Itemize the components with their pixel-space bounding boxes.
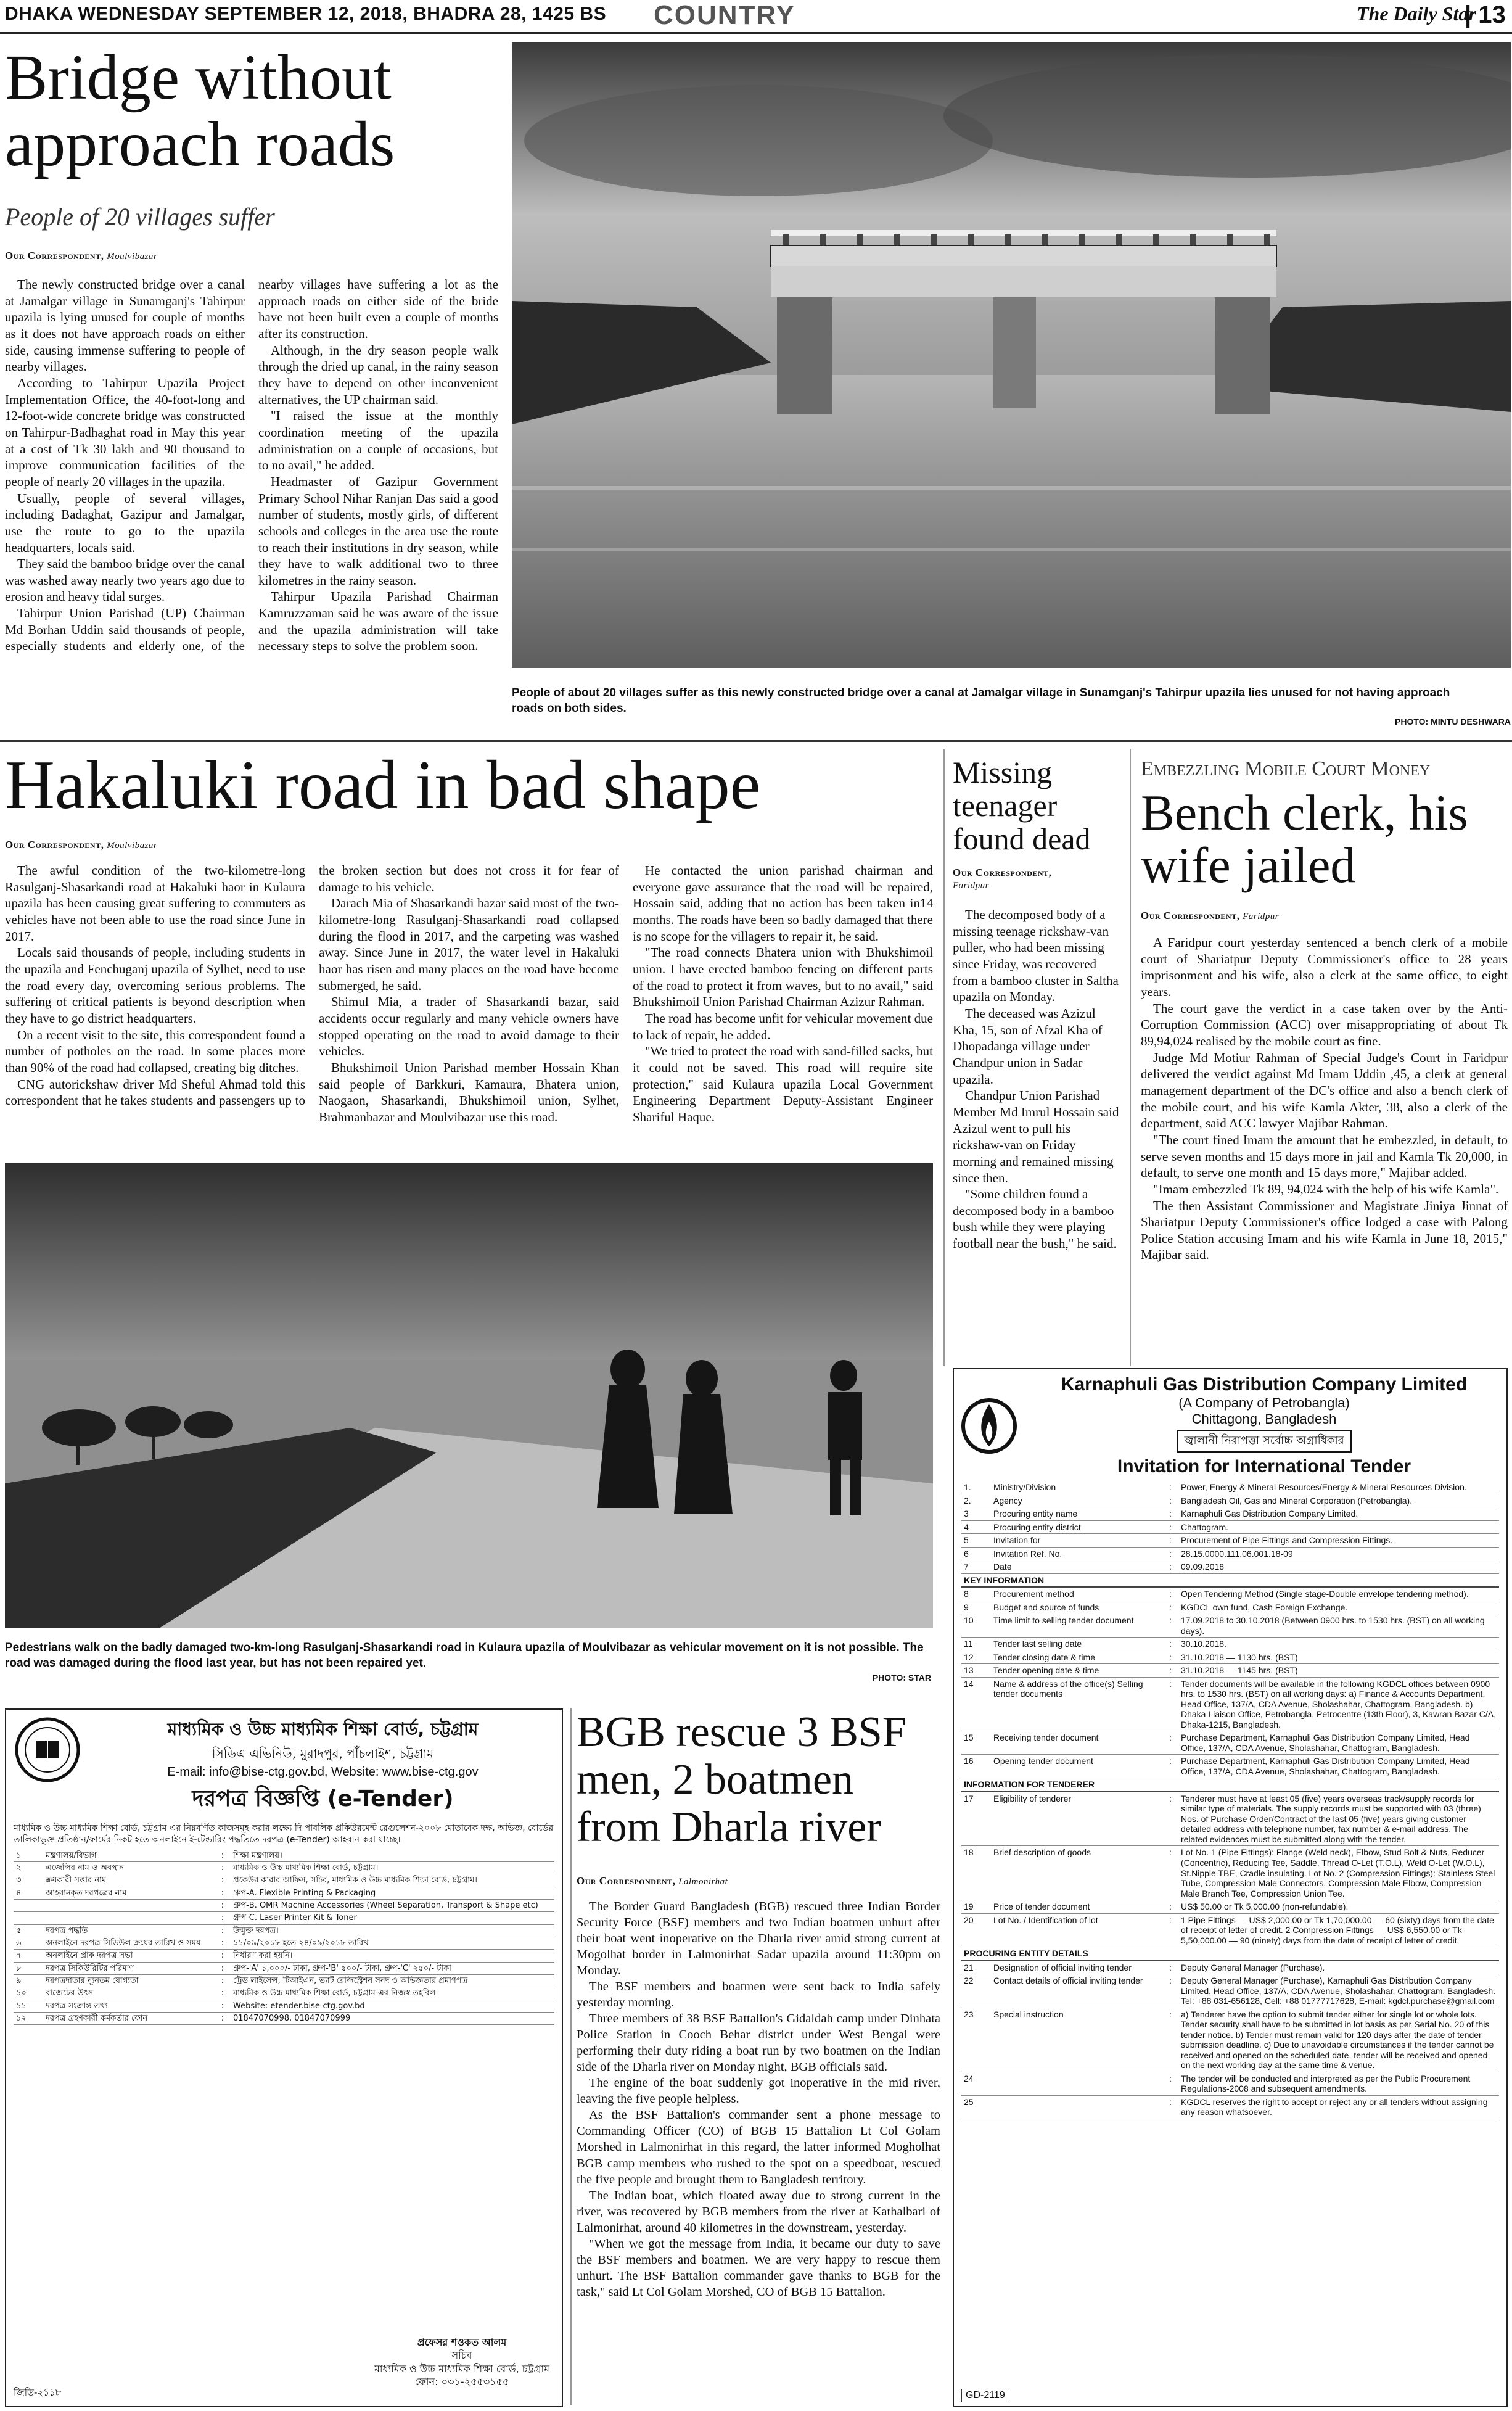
table-cell-n: 9 <box>961 1601 991 1614</box>
table-cell-k: বাজেটের উৎস <box>43 1987 215 2000</box>
table-separator: : <box>215 1900 231 1912</box>
story4-body <box>1141 934 1508 1354</box>
table-row <box>14 1912 554 1924</box>
table-cell-v: Deputy General Manager (Purchase). <box>1178 1961 1499 1974</box>
table-cell-v: Procurement of Pipe Fittings and Compression Fittings. <box>1178 1534 1499 1548</box>
table-cell-v: Tender documents will be available in the following KGDCL offices between 0900 hrs. to 1530 hrs. (BST) on all working days: a) Finance & Accounts Department, Head Office, 137/A, CDA Avenue, Sholashahar, Chattogram, Bangladesh. b) Dhaka Liaison Office, Petrobangla, Petrocentre (13th Floor), 3, Kawran Bazar C/A, Dhaka-1215, Bangladesh. <box>1178 1677 1499 1731</box>
table-cell-n: 10 <box>961 1614 991 1638</box>
table-cell-k <box>43 1900 215 1912</box>
table-separator: : <box>1162 1547 1178 1560</box>
column-rule <box>570 1708 572 2405</box>
table-cell-v: ট্রেড লাইসেন্স, টিআইএন, ভ্যাট রেজিস্ট্রেশন সনদ ও অভিজ্ঞতার প্রমাণপত্র <box>231 1975 554 1987</box>
table-separator: : <box>215 1987 231 2000</box>
table-cell-v: KGDCL reserves the right to accept or reject any or all tenders without assigning any reason whatsoever. <box>1178 2095 1499 2119</box>
table-cell-n: 18 <box>961 1846 991 1900</box>
table-cell-n: 2. <box>961 1494 991 1507</box>
table-cell-k: Invitation Ref. No. <box>991 1547 1162 1560</box>
table-cell-n: ৯ <box>14 1975 43 1987</box>
story3-byline: Our Correspondent, Faridpur <box>953 867 1052 891</box>
table-row <box>961 1664 1499 1678</box>
bise-signatory: প্রফেসর শওকত আলম <box>417 2336 507 2348</box>
kgdcl-company-name: Karnaphuli Gas Distribution Company Limited <box>1061 1374 1468 1395</box>
table-cell-v: Deputy General Manager (Purchase), Karnaphuli Gas Distribution Company Limited, Head Office, 137/A, CDA Avenue, Sholashahar, Chattogram, Bangladesh. Tel: +88 031-656128, Cell: +88 01777717628, E-mail: kgdcl.purchase@gmail.com <box>1178 1974 1499 2008</box>
article-paragraph: The deceased was Azizul Kha, 15, son of Afzal Kha of Dhopadanga village under Chandpur union in Sadar upazila. <box>953 1005 1103 1087</box>
table-cell-k: Eligibility of tenderer <box>991 1792 1162 1846</box>
table-row <box>961 1587 1499 1601</box>
table-row <box>961 1520 1499 1534</box>
story2-caption: Pedestrians walk on the badly damaged two-km-long Rasulganj-Shasarkandi road in Kulaura upazila of Moulvibazar as vehicular movement on it is not possible. The road was damaged during the flood last year, but has not been repaired yet. <box>5 1641 924 1670</box>
story3-body <box>953 907 1119 1351</box>
table-separator: : <box>215 1887 231 1899</box>
table-cell-v: গ্রুপ-'A' ১,০০০/- টাকা, গ্রুপ-'B' ৫০০/- টাকা, গ্রুপ-'C' ২৫০/- টাকা <box>231 1962 554 1974</box>
table-row <box>961 2072 1499 2095</box>
table-cell-k <box>991 2095 1162 2119</box>
table-cell-n: ৮ <box>14 1962 43 1974</box>
table-cell-v: Open Tendering Method (Single stage-Double envelope tendering method). <box>1178 1587 1499 1601</box>
table-separator: : <box>1162 1677 1178 1731</box>
table-cell-n: 6 <box>961 1547 991 1560</box>
table-cell-n: ২ <box>14 1862 43 1874</box>
table-cell-n: ৪ <box>14 1887 43 1899</box>
story4-headline: Bench clerk, his wife jailed <box>1141 785 1468 894</box>
table-cell-k: দরপত্র পদ্ধতি <box>43 1924 215 1937</box>
article-paragraph: "The court fined Imam the amount that he embezzled, in default, to serve seven months and 15 days more in jail and Kamla Tk 20,000, in default, to serve one month and 15 days more," Majibar added. <box>1141 1132 1508 1181</box>
flame-logo-icon <box>961 1392 1017 1460</box>
kgdcl-tender-ad <box>953 1368 1508 2407</box>
kgdcl-tender-table <box>961 1481 1499 2119</box>
table-cell-n: 3 <box>961 1507 991 1521</box>
table-row <box>961 1638 1499 1651</box>
table-cell-v: Lot No. 1 (Pipe Fittings): Flange (Weld neck), Elbow, Stud Bolt & Nuts, Reducer (Concentric), Reducing Tee, Saddle, Thread O-Let (T.O.L), Weld O-Let (W.O.L), St.Nipple TBE, Cradle insulating. Lot No. 2 (Compression Fittings): Stainless Steel Tube, Compression Male Connectors, Compression Male Elbow, Compression Male Branch Tee, Compression Union Tee. <box>1178 1846 1499 1900</box>
bise-ad-code: জিডি-২১১৮ <box>14 2387 62 2398</box>
table-cell-v: গ্রুপ-A. Flexible Printing & Packaging <box>231 1887 554 1899</box>
bise-address: সিডিএ এভিনিউ, মুরাদপুর, পাঁচলাইশ, চট্টগ্রাম <box>212 1746 434 1761</box>
article-paragraph: As the BSF Battalion's commander sent a phone message to Commanding Officer (CO) of BGB 15 Battalion Lt Col Golam Morshed in Lalmonirhat in this regard, the latter informed Mogholhat BGB camp members who rushed to the spot on a speedboat, rescued the five people and brought them to Bangladesh territory. <box>577 2108 940 2186</box>
bise-signature-block <box>374 2336 549 2389</box>
table-cell-k: আহবানকৃত দরপত্রের নাম <box>43 1887 215 1899</box>
table-row <box>961 1778 1499 1792</box>
article-paragraph: The newly constructed bridge over a canal at Jamalgar village in Sunamganj's Tahirpur upazila is lying unused for couple of months as it does not have approach roads on either side, causing immense suffering to people of nearby villages. <box>5 277 245 374</box>
article-paragraph: Judge Md Motiur Rahman of Special Judge's Court in Faridpur delivered the verdict against Md Imam Uddin ,45, a clerk at general management department of the DC's office and also a bench clerk of the mobile court, and his wife Kamla Akter, 38, also a clerk of the department, said ACC lawyer Majibar Rahman. <box>1141 1050 1508 1131</box>
table-cell-k: Procurement method <box>991 1587 1162 1601</box>
table-row <box>961 1651 1499 1664</box>
article-paragraph: The BSF members and boatmen were sent back to India safely yesterday morning. <box>577 1980 940 2010</box>
table-cell-k: Agency <box>991 1494 1162 1507</box>
table-separator: : <box>1162 1974 1178 2008</box>
table-row <box>961 1792 1499 1846</box>
table-cell-k: অনলাইনে প্রাক দরপত্র সভা <box>43 1950 215 1962</box>
table-cell-v: The tender will be conducted and interpreted as per the Public Procurement Regulations-2008 and subsequent amendments. <box>1178 2072 1499 2095</box>
table-cell-n: ১ <box>14 1850 43 1862</box>
table-separator: : <box>1162 1481 1178 1494</box>
kgdcl-city: Chittagong, Bangladesh <box>1191 1411 1337 1427</box>
table-row <box>14 1900 554 1912</box>
masthead-rule <box>0 32 1512 34</box>
article-paragraph: "Imam embezzled Tk 89, 94,024 with the help of his wife Kamla". <box>1153 1181 1499 1197</box>
table-separator: : <box>1162 1792 1178 1846</box>
table-cell-n: ১০ <box>14 1987 43 2000</box>
kgdcl-title: Invitation for International Tender <box>1117 1456 1411 1477</box>
table-cell-v: KGDCL own fund, Cash Foreign Exchange. <box>1178 1601 1499 1614</box>
road-photo-illustration <box>5 1163 933 1628</box>
table-cell-n: 7 <box>961 1560 991 1574</box>
article-paragraph: The road has become unfit for vehicular movement due to lack of repair, he added. <box>633 1010 933 1042</box>
table-row <box>961 1755 1499 1778</box>
table-row <box>961 1846 1499 1900</box>
table-cell-k: Tender closing date & time <box>991 1651 1162 1664</box>
table-cell-v: Power, Energy & Mineral Resources/Energy & Mineral Resources Division. <box>1178 1481 1499 1494</box>
story5-byline: Our Correspondent, Lalmonirhat <box>577 1875 728 1887</box>
table-row <box>14 1950 554 1962</box>
table-row <box>961 1677 1499 1731</box>
bise-title: দরপত্র বিজ্ঞপ্তি (e-Tender) <box>192 1786 454 1811</box>
table-cell-n: 17 <box>961 1792 991 1846</box>
table-cell-n: 15 <box>961 1731 991 1755</box>
story2-headline: Hakaluki road in bad shape <box>5 747 761 823</box>
article-paragraph: Darach Mia of Shasarkandi bazar said most of the two-kilometre-long Rasulganj-Shasarkandi road collapsed during the flood in 2017, and the carpeting was washed away. Since June in 2017, the water level in Hakaluki haor has risen and many places on the road have become submerged, he said. <box>319 896 619 993</box>
table-separator: : <box>1162 1520 1178 1534</box>
article-paragraph: The Indian boat, which floated away due to strong current in the river, was recovered by BGB members from the river at Kathalbari of Lalmonirhat, around 40 kilometres in the downstream, yesterday. <box>577 2188 940 2235</box>
story1-caption: People of about 20 villages suffer as this newly constructed bridge over a canal at Jamalgar village in Sunamganj's Tahirpur upazila lies unused for not having approach roads on both sides. <box>512 686 1450 715</box>
table-cell-k: Price of tender document <box>991 1900 1162 1914</box>
table-separator: : <box>1162 1560 1178 1574</box>
bise-signatory-org: মাধ্যমিক ও উচ্চ মাধ্যমিক শিক্ষা বোর্ড, চট্টগ্রাম <box>374 2362 549 2375</box>
table-separator: : <box>1162 1755 1178 1778</box>
table-separator: : <box>1162 1731 1178 1755</box>
table-cell-k: Name & address of the office(s) Selling tender documents <box>991 1677 1162 1731</box>
article-paragraph: "I raised the issue at the monthly coordination meeting of the upazila administration on a couple of occasions, but to no avail," he added. <box>258 408 498 473</box>
table-separator: : <box>1162 1900 1178 1914</box>
bise-etender-ad <box>5 1708 563 2407</box>
table-cell-n: ৭ <box>14 1950 43 1962</box>
table-row <box>14 1987 554 2000</box>
bise-intro: মাধ্যমিক ও উচ্চ মাধ্যমিক শিক্ষা বোর্ড, চট্টগ্রাম এর নিম্নবর্ণিত কাজসমূহ করার লক্ষ্যে দি পাবলিক প্রকিউরমেন্ট রেগুলেশন-২০০৮ মোতাবেক দক্ষ, অভিজ্ঞ, বোর্ডের তালিকাভুক্ত প্রতিষ্ঠান/ফার্মের নিকট হতে অনলাইনে ই-টেন্ডারিং পদ্ধতিতে দরপত্র (e-Tender) আহবান করা যাচ্ছে। <box>14 1823 554 1845</box>
table-cell-k: Tender last selling date <box>991 1638 1162 1651</box>
column-rule <box>943 749 945 1366</box>
dateline: DHAKA WEDNESDAY SEPTEMBER 12, 2018, BHADRA 28, 1425 BS <box>5 4 607 24</box>
table-cell-n: 13 <box>961 1664 991 1678</box>
article-paragraph: Tahirpur Union Parishad (UP) Chairman Md Borhan Uddin said thousands of people, especially students and elderly one, of the nearby villages have suffering a lot as the approach roads on either side of the bride have not been built even a couple of months after its construction. <box>5 277 498 654</box>
article-paragraph: He contacted the union parishad chairman and everyone gave assurance that the road will be repaired, Hossain said, adding that no action has been taken in14 months. The roads have been so badly damaged that there is no scope for the villagers to repair it, he said. <box>633 863 933 944</box>
table-cell-v: 17.09.2018 to 30.10.2018 (Between 0900 hrs. to 1530 hrs. (BST) on all working days). <box>1178 1614 1499 1638</box>
table-cell-v: প্রকেউর কারার আফিস, সচিব, মাধ্যমিক ও উচ্চ মাধ্যমিক শিক্ষা বোর্ড, চট্টগ্রাম। <box>231 1874 554 1887</box>
table-cell-v: Tenderer must have at least 05 (five) years overseas track/supply records for similar type of materials. The supply records must be supported with 03 (three) Nos. of Purchase Order/Contract of the last 05 (five) years giving customer detailed address with telephone number, fax number & e-mail address. The related evidences must be submitted along with the tender. <box>1178 1792 1499 1846</box>
story2-photo <box>5 1163 933 1628</box>
table-cell-k: Invitation for <box>991 1534 1162 1548</box>
table-cell-n: 24 <box>961 2072 991 2095</box>
article-paragraph: "We tried to protect the road with sand-filled sacks, but it could not be saved. This road will require site protection," said Kulaura upazila Local Government Engineering Department Deputy-Assistant Engineer Shariful Haque. <box>633 1044 933 1124</box>
table-separator: : <box>1162 1961 1178 1974</box>
table-cell-v: Purchase Department, Karnaphuli Gas Distribution Company Limited, Head Office, 137/A, CDA Avenue, Sholashahar, Chattogram, Bangladesh. <box>1178 1755 1499 1778</box>
table-cell-v: Karnaphuli Gas Distribution Company Limited. <box>1178 1507 1499 1521</box>
table-separator: : <box>215 1924 231 1937</box>
story2-body <box>5 862 933 1152</box>
table-cell-k: Budget and source of funds <box>991 1601 1162 1614</box>
table-cell-n: 20 <box>961 1913 991 1947</box>
table-row <box>961 2095 1499 2119</box>
table-cell-v: মাধ্যমিক ও উচ্চ মাধ্যমিক শিক্ষা বোর্ড, চট্টগ্রাম এর নিজস্ব তহবিল <box>231 1987 554 2000</box>
table-row <box>961 1974 1499 2008</box>
story1-photo-credit: PHOTO: MINTU DESHWARA <box>1395 717 1511 727</box>
table-separator: : <box>1162 1846 1178 1900</box>
table-separator: : <box>1162 1651 1178 1664</box>
table-cell-k: Receiving tender document <box>991 1731 1162 1755</box>
newspaper-logo: The Daily Star <box>1357 2 1476 25</box>
table-separator: : <box>215 1862 231 1874</box>
table-cell-k: Time limit to selling tender document <box>991 1614 1162 1638</box>
table-separator: : <box>1162 1587 1178 1601</box>
table-cell-n: ১১ <box>14 2000 43 2012</box>
table-cell-k <box>991 2072 1162 2095</box>
table-row <box>961 1947 1499 1961</box>
story2-byline: Our Correspondent, Moulvibazar <box>5 839 158 851</box>
table-cell-k: Brief description of goods <box>991 1846 1162 1900</box>
table-row <box>961 1494 1499 1507</box>
article-paragraph: Headmaster of Gazipur Government Primary School Nihar Ranjan Das said a good number of students, mostly girls, of different schools and colleges in the area use the route to reach their institutions in dry season, while they have to walk additional two to three kilometres in the rainy season. <box>258 474 498 588</box>
page-number: | 13 <box>1465 1 1506 28</box>
kgdcl-slogan: জ্বালানী নিরাপত্তা সর্বোচ্চ অগ্রাধিকার <box>1177 1430 1351 1453</box>
table-separator: : <box>215 1937 231 1950</box>
table-cell-k: Date <box>991 1560 1162 1574</box>
article-paragraph: Chandpur Union Parishad Member Md Imrul Hossain said Azizul went to pull his rickshaw-van on Friday morning and remained missing since then. <box>953 1088 1119 1185</box>
table-row <box>14 1850 554 1862</box>
table-cell-k: Opening tender document <box>991 1755 1162 1778</box>
table-cell-n: 14 <box>961 1677 991 1731</box>
table-row <box>961 1731 1499 1755</box>
table-cell-v: গ্রুপ-C. Laser Printer Kit & Toner <box>231 1912 554 1924</box>
table-cell-k: মন্ত্রণালয়/বিভাগ <box>43 1850 215 1862</box>
bise-tender-table <box>14 1850 554 2026</box>
table-cell-n: 4 <box>961 1520 991 1534</box>
article-paragraph: The then Assistant Commissioner and Magistrate Jiniya Jinnat of Shariatpur Deputy Commissioner's office lodged a case with Palong Police Station accusing Imam and his wife Kamla in June 18, 2015," Majibar said. <box>1141 1198 1508 1263</box>
table-row <box>14 1874 554 1887</box>
article-paragraph: Tahirpur Upazila Parishad Chairman Kamruzzaman said he was aware of the issue and the upazila administration will take necessary steps to solve the problem soon. <box>258 589 498 654</box>
table-cell-n: 1. <box>961 1481 991 1494</box>
story4-byline: Our Correspondent, Faridpur <box>1141 910 1280 921</box>
table-separator: : <box>1162 1664 1178 1678</box>
bise-contact: E-mail: info@bise-ctg.gov.bd, Website: www.bise-ctg.gov <box>167 1765 479 1779</box>
story1-body <box>5 276 498 733</box>
table-row <box>961 1573 1499 1587</box>
table-cell-v: 09.09.2018 <box>1178 1560 1499 1574</box>
table-cell-n: ১২ <box>14 2013 43 2025</box>
table-row <box>14 1924 554 1937</box>
table-section-heading: KEY INFORMATION <box>961 1573 1499 1587</box>
story3-headline: Missing teenager found dead <box>953 755 1091 856</box>
article-paragraph: Usually, people of several villages, including Badaghat, Gazipur and Jamalgar, use the route to go to the upazila headquarters, locals said. <box>5 490 245 555</box>
article-paragraph: The court gave the verdict in a case taken over by the Anti-Corruption Commission (ACC) over misappropriating of about Tk 89,94,024 realised by the mobile court as fine. <box>1141 1000 1508 1049</box>
masthead <box>0 0 1512 36</box>
table-separator: : <box>1162 1638 1178 1651</box>
table-cell-n: 19 <box>961 1900 991 1914</box>
table-cell-k: Ministry/Division <box>991 1481 1162 1494</box>
table-row <box>14 1887 554 1899</box>
table-row <box>961 1534 1499 1548</box>
table-cell-n: 8 <box>961 1587 991 1601</box>
table-cell-v: মাধ্যমিক ও উচ্চ মাধ্যমিক শিক্ষা বোর্ড, চট্টগ্রাম। <box>231 1862 554 1874</box>
table-cell-v: Bangladesh Oil, Gas and Mineral Corporation (Petrobangla). <box>1178 1494 1499 1507</box>
table-cell-k: Procuring entity district <box>991 1520 1162 1534</box>
table-row <box>961 1913 1499 1947</box>
table-cell-k: ক্রয়কারী সত্তার নাম <box>43 1874 215 1887</box>
table-cell-k: দরপত্র গ্রহণকারী কর্মকর্তার ফোন <box>43 2013 215 2025</box>
table-row <box>14 1862 554 1874</box>
table-cell-n: 16 <box>961 1755 991 1778</box>
table-row <box>14 1937 554 1950</box>
table-section-heading: INFORMATION FOR TENDERER <box>961 1778 1499 1792</box>
table-separator: : <box>1162 2095 1178 2119</box>
article-paragraph: Locals said thousands of people, including students in the upazila and Fenchuganj upazila of Sylhet, need to use the road every day, overcoming serious problems. The suffering of critical patients is beyond description when they have to go district headquarters. <box>5 945 305 1026</box>
kgdcl-subtitle: (A Company of Petrobangla) <box>1178 1395 1350 1411</box>
story1-kicker: People of 20 villages suffer <box>5 203 275 231</box>
table-row <box>961 1601 1499 1614</box>
article-paragraph: On a recent visit to the site, this correspondent found a number of potholes on the road. In some places more than 90% of the road had collapsed, creating big ditches. <box>5 1027 305 1075</box>
table-cell-k: Contact details of official inviting tender <box>991 1974 1162 2008</box>
table-separator: : <box>215 2013 231 2025</box>
table-separator: : <box>215 1874 231 1887</box>
bise-phone: ফোন: ০৩১-২৫৫৩১৫৫ <box>414 2376 509 2388</box>
table-cell-n <box>14 1912 43 1924</box>
table-separator: : <box>1162 2008 1178 2072</box>
table-cell-n: 23 <box>961 2008 991 2072</box>
table-cell-v: a) Tenderer have the option to submit tender either for single lot or whole lots. Tender security shall have to be submitted in lot basis as per Serial No. 20 of this tender notice. b) Tender must remain valid for 120 days after the date of tender submission deadline. c) Due to unavoidable circumstances if the tender cannot be received and opened on the scheduled date, tender will be received and opened on the next working day at the same time & venue. <box>1178 2008 1499 2072</box>
table-cell-k: Tender opening date & time <box>991 1664 1162 1678</box>
table-separator: : <box>1162 1614 1178 1638</box>
table-row <box>961 1961 1499 1974</box>
article-paragraph: Three members of 38 BSF Battalion's Gidaldah camp under Dinhata Police Station in Cooch Behar district under West Bengal were performing their duty riding a boat run by two boatmen on the Indian side of the Dharla river on Monday night, BGB officials said. <box>577 2012 940 2074</box>
table-separator: : <box>1162 1601 1178 1614</box>
table-separator: : <box>1162 1913 1178 1947</box>
story1-headline: Bridge without approach roads <box>5 42 395 180</box>
table-row <box>961 1507 1499 1521</box>
kgdcl-ad-header <box>961 1374 1499 1477</box>
table-cell-v: 31.10.2018 — 1130 hrs. (BST) <box>1178 1651 1499 1664</box>
table-cell-k: অনলাইনে দরপত্র সিডিউল ক্রয়ের তারিখ ও সময় <box>43 1937 215 1950</box>
article-paragraph: The Border Guard Bangladesh (BGB) rescued three Indian Border Security Force (BSF) members and two Indian boatmen unhurt after their boat went inoperative on the Dharla river amid strong current at Mogolhat border in Lalmonirhat Sadar upazila around 11:30pm on Monday. <box>577 1900 940 1978</box>
table-cell-v: শিক্ষা মন্ত্রণালয়। <box>231 1850 554 1862</box>
table-cell-n: 11 <box>961 1638 991 1651</box>
table-cell-k <box>43 1912 215 1924</box>
table-separator: : <box>1162 1507 1178 1521</box>
table-cell-v: ১১/০৯/২০১৮ হতে ২৪/০৯/২০১৮ তারিখ <box>231 1937 554 1950</box>
article-paragraph: The decomposed body of a missing teenage rickshaw-van puller, who had been missing since Friday, was recovered from a bamboo cluster in Saltha upazila on Monday. <box>953 907 1119 1005</box>
story4-kicker: Embezzling Mobile Court Money <box>1141 757 1431 780</box>
table-cell-n: 22 <box>961 1974 991 2008</box>
table-cell-k: এজেন্সির নাম ও অবস্থান <box>43 1862 215 1874</box>
table-cell-k: দরপত্র সংক্রান্ত তথ্য <box>43 2000 215 2012</box>
table-cell-v: Chattogram. <box>1178 1520 1499 1534</box>
table-row <box>961 1481 1499 1494</box>
table-cell-v: 28.15.0000.111.06.001.18-09 <box>1178 1547 1499 1560</box>
table-row <box>14 1962 554 1974</box>
table-row <box>961 1614 1499 1638</box>
table-separator: : <box>1162 1534 1178 1548</box>
article-paragraph: A Faridpur court yesterday sentenced a bench clerk of a mobile court of Shariatpur Deputy Commissioner's office to 28 years imprisonment and his wife, also a clerk at the same office, to eight years. <box>1141 935 1508 999</box>
table-cell-v: 01847070998, 01847070999 <box>231 2013 554 2025</box>
table-cell-k: Lot No. / Identification of lot <box>991 1913 1162 1947</box>
bridge-photo-illustration <box>512 42 1511 668</box>
article-paragraph: "When we got the message from India, it became our duty to save the BSF members and boatmen. We are very happy to rescue them unhurt. The BSF Battalion commander gave thanks to BGB for the task," said Lt Col Golam Morshed, CO of BGB 15 Battalion. <box>577 2236 940 2299</box>
table-cell-v: নির্ধারণ করা হয়নি। <box>231 1950 554 1962</box>
table-cell-k: দরপত্র সিকিউরিটির পরিমাণ <box>43 1962 215 1974</box>
article-paragraph: "Some children found a decomposed body in a bamboo bush while they were playing football near the bush," he said. <box>953 1187 1117 1251</box>
article-paragraph: "The road connects Bhatera union with Bhukshimoil union. I have erected bamboo fencing on different parts of the road to protect it from waves, but to no avail," said Bhukshimoil Union Parishad Chairman Azizur Rahman. <box>633 945 933 1010</box>
section-name: COUNTRY <box>654 0 795 30</box>
table-cell-v: Website: etender.bise-ctg.gov.bd <box>231 2000 554 2012</box>
bise-org-name: মাধ্যমিক ও উচ্চ মাধ্যমিক শিক্ষা বোর্ড, চট্টগ্রাম <box>167 1719 479 1739</box>
table-row <box>14 2013 554 2025</box>
table-row <box>961 1900 1499 1914</box>
table-cell-v: 30.10.2018. <box>1178 1638 1499 1651</box>
table-row <box>961 1547 1499 1560</box>
table-cell-n <box>14 1900 43 1912</box>
table-separator: : <box>215 2000 231 2012</box>
story5-body <box>577 1898 940 2407</box>
kgdcl-ad-code: GD-2119 <box>961 2389 1009 2402</box>
table-separator: : <box>215 1950 231 1962</box>
table-cell-v: গ্রুপ-B. OMR Machine Accessories (Wheel Separation, Transport & Shape etc) <box>231 1900 554 1912</box>
table-cell-n: 12 <box>961 1651 991 1664</box>
story2-photo-credit: PHOTO: STAR <box>872 1673 931 1683</box>
table-cell-v: 31.10.2018 — 1145 hrs. (BST) <box>1178 1664 1499 1678</box>
bise-signatory-title: সচিব <box>451 2349 472 2362</box>
story5-headline: BGB rescue 3 BSF men, 2 boatmen from Dharla river <box>577 1708 906 1851</box>
board-seal-icon <box>14 1716 81 1784</box>
section-divider <box>0 740 1512 742</box>
table-cell-n: 5 <box>961 1534 991 1548</box>
table-cell-v: উন্মুক্ত দরপত্র। <box>231 1924 554 1937</box>
article-paragraph: Shimul Mia, a trader of Shasarkandi bazar, said accidents occur regularly and many vehicle owners have stopped operating on the road to avoid damage to their vehicles. <box>319 994 619 1059</box>
table-separator: : <box>215 1912 231 1924</box>
table-cell-n: 21 <box>961 1961 991 1974</box>
article-paragraph: The awful condition of the two-kilometre-long Rasulganj-Shasarkandi road at Hakaluki haor in Kulaura upazila has been causing great suffering to commuters as vehicles have not been able to use the road since June in 2017. <box>5 863 305 944</box>
table-cell-n: 25 <box>961 2095 991 2119</box>
article-paragraph: According to Tahirpur Upazila Project Implementation Office, the 40-foot-long and 12-foot-wide concrete bridge was constructed on Tahirpur-Badhaghat road in May this year at a cost of Tk 30 lakh and 90 thousand to improve communication facilities of the people of nearly 20 villages in the upazila. <box>5 375 245 489</box>
table-cell-k: Procuring entity name <box>991 1507 1162 1521</box>
table-section-heading: PROCURING ENTITY DETAILS <box>961 1947 1499 1961</box>
article-paragraph: The engine of the boat suddenly got inoperative in the mid river, leaving the five people helpless. <box>577 2076 940 2106</box>
table-cell-v: US$ 50.00 or Tk 5,000.00 (non-refundable). <box>1178 1900 1499 1914</box>
table-cell-n: ৫ <box>14 1924 43 1937</box>
table-cell-n: ৩ <box>14 1874 43 1887</box>
table-cell-v: Purchase Department, Karnaphuli Gas Distribution Company Limited, Head Office, 137/A, CDA Avenue, Sholashahar, Chattogram, Bangladesh. <box>1178 1731 1499 1755</box>
table-separator: : <box>215 1962 231 1974</box>
table-separator: : <box>1162 1494 1178 1507</box>
story1-photo <box>512 42 1511 668</box>
column-rule <box>1130 749 1131 1366</box>
table-cell-k: Designation of official inviting tender <box>991 1961 1162 1974</box>
table-cell-n: ৬ <box>14 1937 43 1950</box>
article-paragraph: CNG autorickshaw driver Md Sheful Ahmad told this correspondent that he takes students and passengers up to the broken section but does not cross it for fear of damage to his vehicle. <box>5 863 619 1108</box>
story1-byline: Our Correspondent, Moulvibazar <box>5 250 158 262</box>
table-row <box>14 2000 554 2012</box>
table-separator: : <box>1162 2072 1178 2095</box>
article-paragraph: Although, in the dry season people walk through the dried up canal, in the rainy season they have to depend on other inconvenient alternatives, the UP chairman said. <box>258 342 498 407</box>
table-cell-k: দরপত্রদাতার ন্যূনতম যোগ্যতা <box>43 1975 215 1987</box>
table-row <box>14 1975 554 1987</box>
table-row <box>961 2008 1499 2072</box>
table-separator: : <box>215 1975 231 1987</box>
table-cell-v: 1 Pipe Fittings — US$ 2,000.00 or Tk 1,70,000.00 — 60 (sixty) days from the date of receipt of letter of credit. 2 Compression Fittings — US$ 6,550.00 or Tk 5,50,000.00 — 90 (ninety) days from the date of receipt of letter of credit. <box>1178 1913 1499 1947</box>
table-cell-k: Special instruction <box>991 2008 1162 2072</box>
article-paragraph: Bhukshimoil Union Parishad member Hossain Khan said people of Barkkuri, Kamaura, Bhatera union, Naogaon, Shasarkandi, Bhukshimoil union, Sylhet, Brahmanbazar and Moulvibazar use this road. <box>319 1060 619 1124</box>
table-separator: : <box>215 1850 231 1862</box>
table-row <box>961 1560 1499 1574</box>
article-paragraph: They said the bamboo bridge over the canal was washed away nearly two years ago due to erosion and heavy tidal surges. <box>5 556 245 604</box>
